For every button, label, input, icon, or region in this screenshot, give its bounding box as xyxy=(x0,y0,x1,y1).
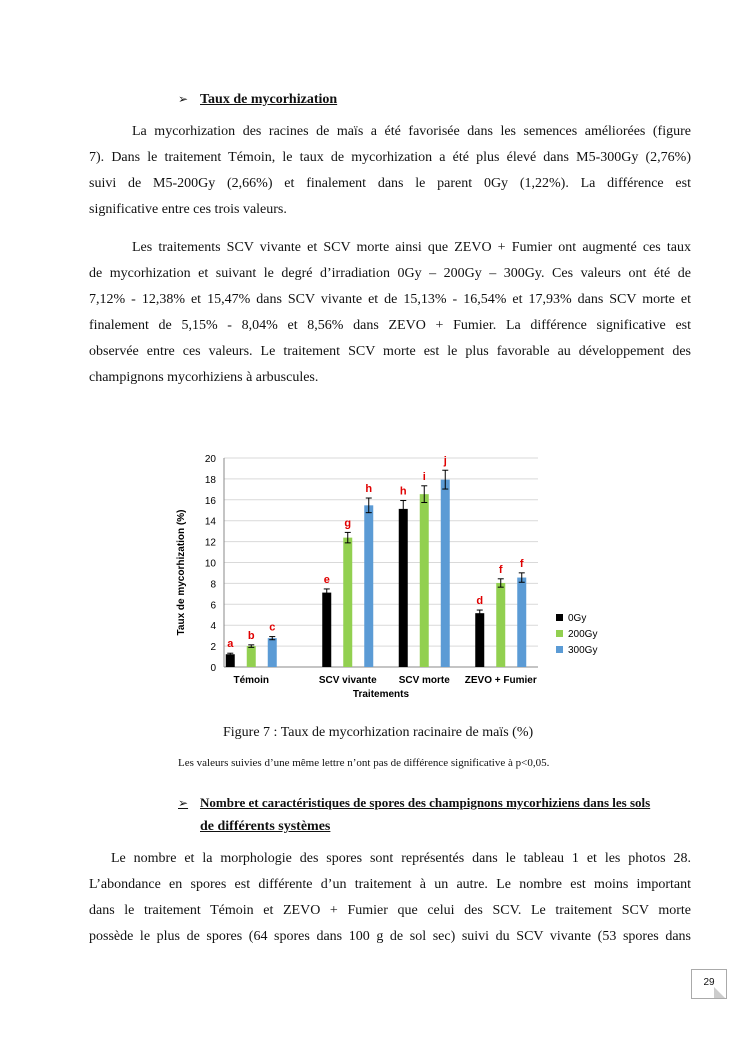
significance-letter: h xyxy=(365,483,373,496)
paragraph-line: suivi de M5-200Gy (2,66%) et finalement dans le parent 0Gy (1,22%). La différence est xyxy=(89,176,691,191)
legend-swatch-0Gy xyxy=(556,614,563,621)
paragraph-2 xyxy=(89,235,691,391)
y-tick-label: 12 xyxy=(204,537,216,549)
paragraph-line: observée entre ces valeurs. Le traitement SCV morte est le plus favorable au développement des xyxy=(89,344,691,359)
paragraph-3 xyxy=(89,846,691,950)
paragraph-1 xyxy=(89,119,691,223)
significance-letter: f xyxy=(498,563,503,576)
paragraph-line: de mycorhization et suivant le degré d’irradiation 0Gy – 200Gy – 300Gy. Ces valeurs ont été de xyxy=(89,266,691,281)
bar-0Gy xyxy=(399,509,408,667)
section-heading-spores xyxy=(178,791,692,839)
significance-letter: a xyxy=(227,638,234,651)
figure-note: Les valeurs suivies d’une même lettre n’ont pas de différence significative à p<0,05. xyxy=(178,757,550,769)
section-heading-line2: de différents systèmes xyxy=(200,819,331,834)
legend-swatch-200Gy xyxy=(556,630,563,637)
paragraph-line: La mycorhization des racines de maïs a été favorisée dans les semences améliorées (figure xyxy=(132,124,691,139)
paragraph-line: 7). Dans le traitement Témoin, le taux de mycorhization a été plus élevé dans M5-300Gy (2,76%) xyxy=(89,150,691,165)
section-heading-text: Taux de mycorhization xyxy=(200,92,338,107)
x-tick-label: ZEVO + Fumier xyxy=(464,675,537,686)
y-tick-label: 4 xyxy=(210,621,216,633)
y-tick-label: 16 xyxy=(204,495,216,507)
bar-200Gy xyxy=(496,583,505,667)
paragraph-line: L’abondance en spores est différente d’un traitement à un autre. Le nombre est moins important xyxy=(89,877,691,892)
legend-label: 0Gy xyxy=(568,613,587,624)
bar-200Gy xyxy=(420,494,429,667)
figure-caption: Figure 7 : Taux de mycorhization racinaire de maïs (%) xyxy=(223,725,534,740)
y-tick-label: 14 xyxy=(204,516,216,528)
paragraph-line: possède le plus de spores (64 spores dans 100 g de sol sec) suivi du SCV vivante (53 spores dans xyxy=(89,929,691,944)
significance-letter: g xyxy=(344,517,352,530)
y-tick-label: 8 xyxy=(210,579,216,591)
y-tick-label: 18 xyxy=(204,474,216,486)
bar-200Gy xyxy=(247,646,256,667)
legend-swatch-300Gy xyxy=(556,646,563,653)
bar-0Gy xyxy=(226,654,235,667)
paragraph-line: champignons mycorhiziens à arbuscules. xyxy=(89,370,319,385)
significance-letter: e xyxy=(323,573,330,586)
legend-label: 200Gy xyxy=(568,629,598,640)
legend-label: 300Gy xyxy=(568,645,598,656)
bar-300Gy xyxy=(364,505,373,667)
arrow-bullet-icon: ➢ xyxy=(178,92,189,106)
y-axis-title: Taux de mycorhization (%) xyxy=(176,509,187,636)
bar-300Gy xyxy=(268,638,277,667)
x-tick-label: SCV morte xyxy=(398,675,450,686)
bar-300Gy xyxy=(517,578,526,667)
significance-letter: i xyxy=(422,470,426,483)
significance-letter: j xyxy=(443,455,447,468)
bar-300Gy xyxy=(441,480,450,667)
mycorhization-bar-chart xyxy=(160,440,620,710)
y-tick-label: 0 xyxy=(210,663,216,674)
significance-letter: d xyxy=(476,595,484,608)
y-tick-label: 6 xyxy=(210,600,216,612)
paragraph-line: Le nombre et la morphologie des spores sont représentés dans le tableau 1 et les photos 28. xyxy=(111,851,691,866)
y-tick-label: 2 xyxy=(210,642,216,654)
section-heading-line1: Nombre et caractéristiques de spores des champignons mycorhiziens dans les sols xyxy=(200,795,651,810)
paragraph-line: finalement de 5,15% - 8,04% et 8,56% dans ZEVO + Fumier. La différence significative est xyxy=(89,318,691,333)
x-tick-label: SCV vivante xyxy=(318,675,377,686)
bar-0Gy xyxy=(475,613,484,667)
arrow-bullet-icon: ➢ xyxy=(178,796,189,810)
significance-letter: b xyxy=(247,629,255,642)
x-axis-title: Traitements xyxy=(352,689,410,700)
significance-letter: c xyxy=(269,621,276,634)
page-corner-fold-icon xyxy=(714,987,725,998)
x-tick-label: Témoin xyxy=(233,675,270,686)
section-heading-mycorhization xyxy=(178,92,337,108)
y-tick-label: 10 xyxy=(204,558,216,570)
paragraph-line: 7,12% - 12,38% et 15,47% dans SCV vivante et de 15,13% - 16,54% et 17,93% dans SCV morte et xyxy=(89,292,691,307)
paragraph-line: dans le traitement Témoin et ZEVO + Fumier que celui des SCV. Le traitement SCV morte xyxy=(89,903,691,918)
paragraph-line: Les traitements SCV vivante et SCV morte ainsi que ZEVO + Fumier ont augmenté ces taux xyxy=(132,240,691,255)
y-tick-label: 20 xyxy=(204,454,216,465)
page-number: 29 xyxy=(691,969,727,999)
bar-200Gy xyxy=(343,538,352,667)
bar-0Gy xyxy=(322,593,331,667)
significance-letter: h xyxy=(399,485,407,498)
paragraph-line: significative entre ces trois valeurs. xyxy=(89,202,287,217)
significance-letter: f xyxy=(519,557,524,570)
